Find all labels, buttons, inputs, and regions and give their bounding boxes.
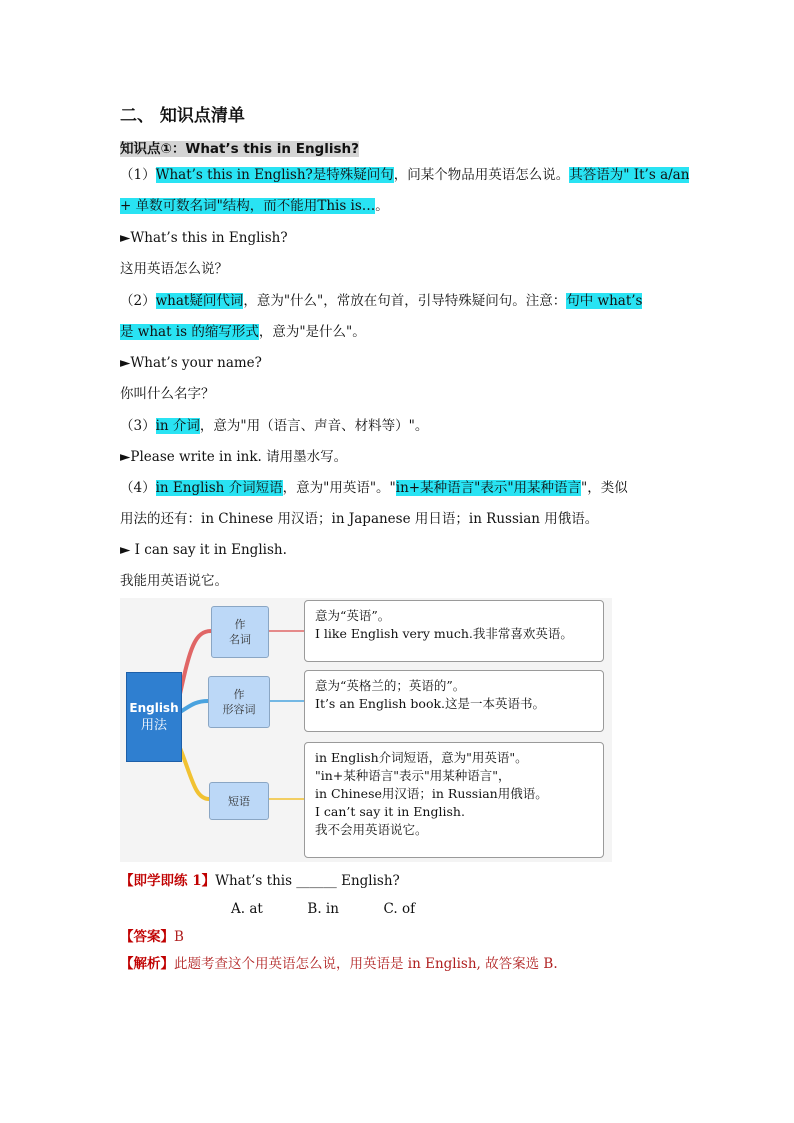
- example-1-en: ►What’s this in English?: [120, 230, 288, 246]
- paragraph-4-line-1: （4）in English 介词短语，意为"用英语"。"in+某种语言"表示"用某种语言"，类似: [120, 480, 628, 496]
- paragraph-2-line-2: 是 what is 的缩写形式，意为"是什么"。: [120, 324, 366, 340]
- analysis-label: 【解析】: [120, 956, 174, 972]
- english-usage-mindmap: [120, 598, 612, 862]
- paragraph-1-line-1: （1）What’s this in English?是特殊疑问句，问某个物品用英语怎么说。其答语为" It’s a/an: [120, 167, 690, 183]
- branch-1-connector: [180, 631, 211, 694]
- example-4-en: ► I can say it in English.: [120, 542, 287, 558]
- example-3: ►Please write in ink. 请用墨水写。: [120, 449, 348, 465]
- option-a: A. at: [231, 901, 263, 917]
- exercise-question: [120, 871, 400, 891]
- example-2-cn: 你叫什么名字？: [120, 386, 215, 402]
- knowledge-point-label: 知识点①：What’s this in English?: [120, 141, 359, 157]
- answer-line: [120, 927, 184, 947]
- mindmap-root-node: English 用法: [126, 672, 182, 762]
- mindmap-node-noun: 作 名词: [211, 606, 269, 658]
- answer-value: B: [174, 929, 184, 945]
- branch-2-connector: [180, 701, 208, 712]
- analysis-line: [120, 954, 558, 974]
- branch-3-connector: [180, 748, 209, 799]
- option-c: C. of: [383, 901, 416, 917]
- exercise-question-text: What’s this ______ English?: [215, 873, 400, 889]
- answer-label: 【答案】: [120, 929, 174, 945]
- paragraph-1-line-2: + 单数可数名词"结构，而不能用This is…。: [120, 198, 389, 214]
- section-heading: 二、 知识点清单: [120, 106, 245, 126]
- analysis-text: 此题考查这个用英语怎么说，用英语是 in English, 故答案选 B.: [174, 956, 558, 972]
- mindmap-node-phrase: 短语: [209, 782, 269, 820]
- mindmap-box-noun: 意为“英语”。 I like English very much.我非常喜欢英语。: [304, 600, 604, 662]
- paragraph-2-line-1: （2）what疑问代词，意为"什么"，常放在句首，引导特殊疑问句。注意：句中 what’s: [120, 293, 643, 309]
- example-2-en: ►What’s your name?: [120, 355, 262, 371]
- knowledge-point-title: [120, 139, 359, 159]
- exercise-label: 【即学即练 1】: [120, 873, 216, 889]
- example-4-cn: 我能用英语说它。: [120, 573, 228, 589]
- option-b: B. in: [307, 901, 339, 917]
- mindmap-node-adjective: 作 形容词: [208, 676, 270, 728]
- paragraph-3: （3）in 介词，意为"用（语言、声音、材料等）"。: [120, 418, 429, 434]
- mindmap-box-phrase: in English介词短语，意为"用英语"。 "in+某种语言"表示"用某种语言"， in Chinese用汉语；in Russian用俄语。 I can’t say it in English. 我不会用英语说它。: [304, 742, 604, 858]
- exercise-options: [231, 899, 415, 919]
- mindmap-box-adjective: 意为“英格兰的；英语的”。 It’s an English book.这是一本英语书。: [304, 670, 604, 732]
- paragraph-4-line-2: 用法的还有：in Chinese 用汉语；in Japanese 用日语；in Russian 用俄语。: [120, 511, 599, 527]
- example-1-cn: 这用英语怎么说？: [120, 261, 228, 277]
